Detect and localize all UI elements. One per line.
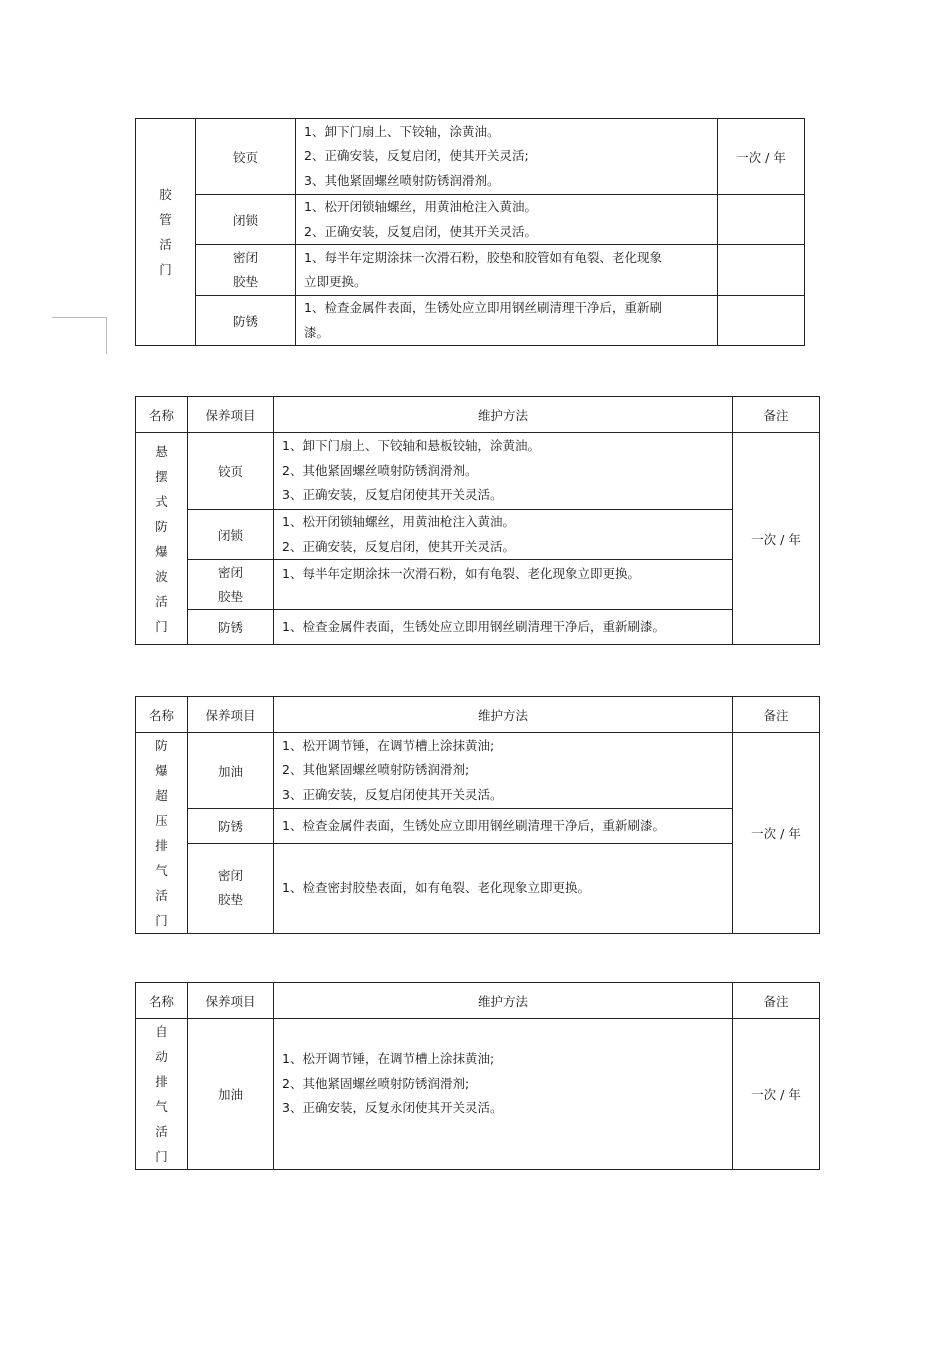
maintenance-method: 1、卸下门扇上、下铰轴和悬板铰轴，涂黄油。 2、其他紧固螺丝喷射防锈润滑剂。 3、正确安装，反复启闭使其开关灵活。 xyxy=(274,433,733,510)
header-item: 保养项目 xyxy=(188,397,274,433)
header-method: 维护方法 xyxy=(274,697,733,733)
maintenance-item: 闭锁 xyxy=(196,195,296,245)
valve-name-cell: 防 爆 超 压 排 气 活 门 xyxy=(136,733,188,934)
maintenance-item: 防锈 xyxy=(188,809,274,844)
maintenance-item: 防锈 xyxy=(188,610,274,645)
maintenance-method: 1、松开调节锤，在调节槽上涂抹黄油; 2、其他紧固螺丝喷射防锈润滑剂; 3、正确安装，反复永闭使其开关灵活。 xyxy=(274,1019,733,1170)
valve-name-cell: 悬 摆 式 防 爆 波 活 门 xyxy=(136,433,188,645)
maintenance-method: 1、卸下门扇上、下铰轴，涂黄油。 2、正确安装，反复启闭，使其开关灵活; 3、其他紧固螺丝喷射防锈润滑剂。 xyxy=(296,119,718,195)
maintenance-item: 加油 xyxy=(188,733,274,809)
header-note: 备注 xyxy=(733,397,820,433)
maintenance-item: 密闭 胶垫 xyxy=(188,843,274,933)
maintenance-method: 1、检查密封胶垫表面，如有龟裂、老化现象立即更换。 xyxy=(274,843,733,933)
valve-name-cell: 自 动 排 气 活 门 xyxy=(136,1019,188,1170)
maintenance-table-overpressure-exhaust-valve xyxy=(135,696,820,934)
maintenance-frequency: 一次 / 年 xyxy=(733,1019,820,1170)
maintenance-method: 1、松开闭锁轴螺丝，用黄油枪注入黄油。 2、正确安装，反复启闭，使其开关灵活。 xyxy=(274,510,733,560)
maintenance-item: 密闭 胶垫 xyxy=(196,245,296,296)
maintenance-item: 铰页 xyxy=(196,119,296,195)
maintenance-item: 铰页 xyxy=(188,433,274,510)
header-note: 备注 xyxy=(733,697,820,733)
maintenance-frequency: 一次 / 年 xyxy=(718,119,805,195)
header-name: 名称 xyxy=(136,697,188,733)
maintenance-item: 加油 xyxy=(188,1019,274,1170)
header-item: 保养项目 xyxy=(188,983,274,1019)
maintenance-frequency xyxy=(718,245,805,296)
maintenance-table-swing-blast-valve xyxy=(135,396,820,645)
maintenance-method: 1、检查金属件表面，生锈处应立即用钢丝刷清理干净后，重新刷漆。 xyxy=(274,610,733,645)
header-note: 备注 xyxy=(733,983,820,1019)
maintenance-method: 1、检查金属件表面，生锈处应立即用钢丝刷清理干净后，重新刷 漆。 xyxy=(296,296,718,346)
maintenance-frequency: 一次 / 年 xyxy=(733,433,820,645)
maintenance-table-auto-exhaust-valve xyxy=(135,982,820,1170)
maintenance-item: 防锈 xyxy=(196,296,296,346)
maintenance-frequency: 一次 / 年 xyxy=(733,733,820,934)
maintenance-method: 1、检查金属件表面，生锈处应立即用钢丝刷清理干净后，重新刷漆。 xyxy=(274,809,733,844)
header-name: 名称 xyxy=(136,983,188,1019)
maintenance-method: 1、松开调节锤，在调节槽上涂抹黄油; 2、其他紧固螺丝喷射防锈润滑剂; 3、正确安装，反复启闭使其开关灵活。 xyxy=(274,733,733,809)
maintenance-method: 1、每半年定期涂抹一次滑石粉，如有龟裂、老化现象立即更换。 xyxy=(274,560,733,610)
header-name: 名称 xyxy=(136,397,188,433)
maintenance-item: 密闭 胶垫 xyxy=(188,560,274,610)
maintenance-table-rubber-hose-valve xyxy=(135,118,805,346)
header-method: 维护方法 xyxy=(274,397,733,433)
maintenance-method: 1、每半年定期涂抹一次滑石粉，胶垫和胶管如有龟裂、老化现象 立即更换。 xyxy=(296,245,718,296)
maintenance-frequency xyxy=(718,195,805,245)
header-item: 保养项目 xyxy=(188,697,274,733)
maintenance-frequency xyxy=(718,296,805,346)
maintenance-item: 闭锁 xyxy=(188,510,274,560)
maintenance-method: 1、松开闭锁轴螺丝，用黄油枪注入黄油。 2、正确安装，反复启闭，使其开关灵活。 xyxy=(296,195,718,245)
header-method: 维护方法 xyxy=(274,983,733,1019)
page-corner-mark xyxy=(52,317,107,354)
valve-name-cell: 胶 管 活 门 xyxy=(136,119,196,346)
